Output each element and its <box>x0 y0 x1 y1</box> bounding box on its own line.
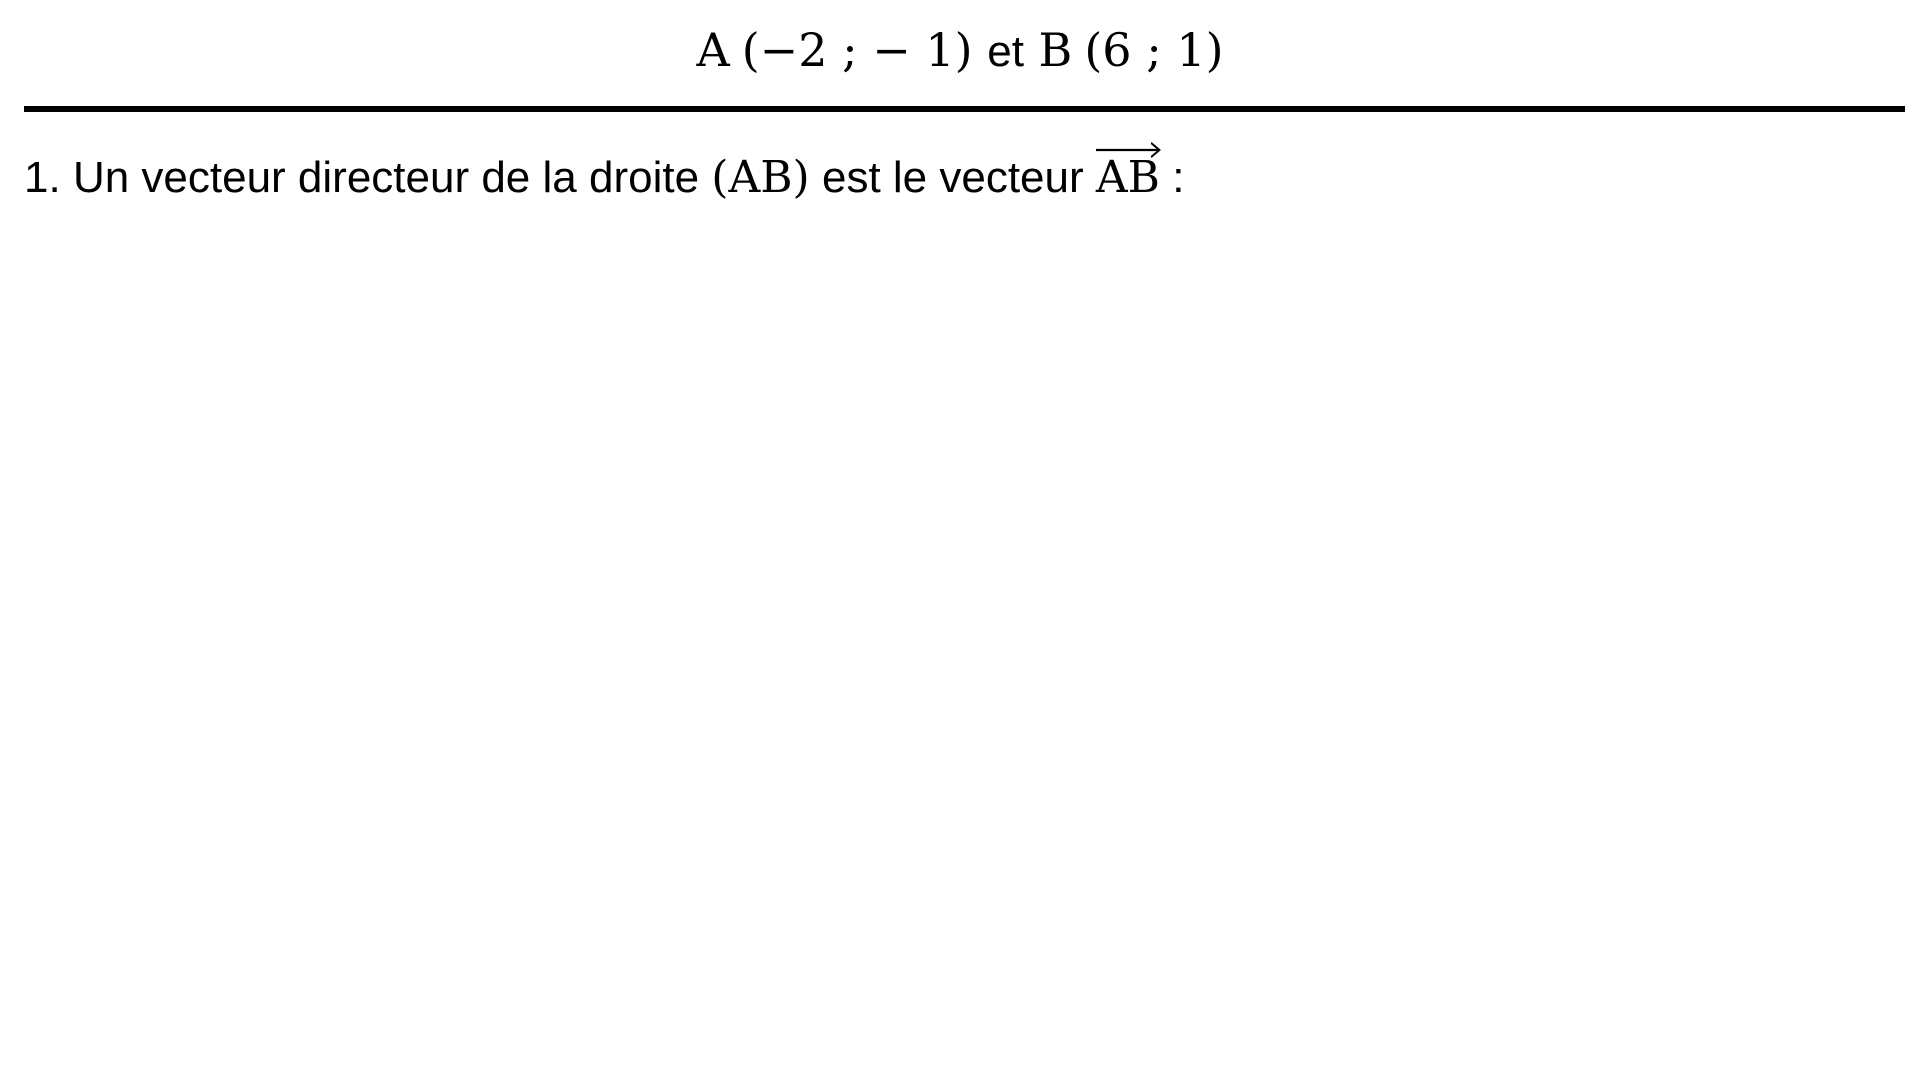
vector-arrow-icon <box>1096 142 1160 158</box>
point-b-label: B <box>1038 23 1073 77</box>
question-number: 1. <box>24 153 61 202</box>
connector-word: et <box>987 27 1024 76</box>
point-b-coordinates: (6 ; 1) <box>1084 23 1224 77</box>
line-name: (AB) <box>711 152 810 203</box>
vector-name: AB <box>1095 152 1160 203</box>
points-definition <box>0 22 1920 80</box>
question-text-after: est le vecteur <box>821 153 1084 202</box>
point-a-label: A <box>696 23 730 77</box>
horizontal-rule <box>24 106 1905 112</box>
point-a-coordinates: (−2 ; − 1) <box>741 23 973 77</box>
question-colon: : <box>1172 153 1185 202</box>
vector-ab <box>1096 148 1160 208</box>
question-text: Un vecteur directeur de la droite <box>72 153 700 202</box>
question-1 <box>24 148 1184 208</box>
